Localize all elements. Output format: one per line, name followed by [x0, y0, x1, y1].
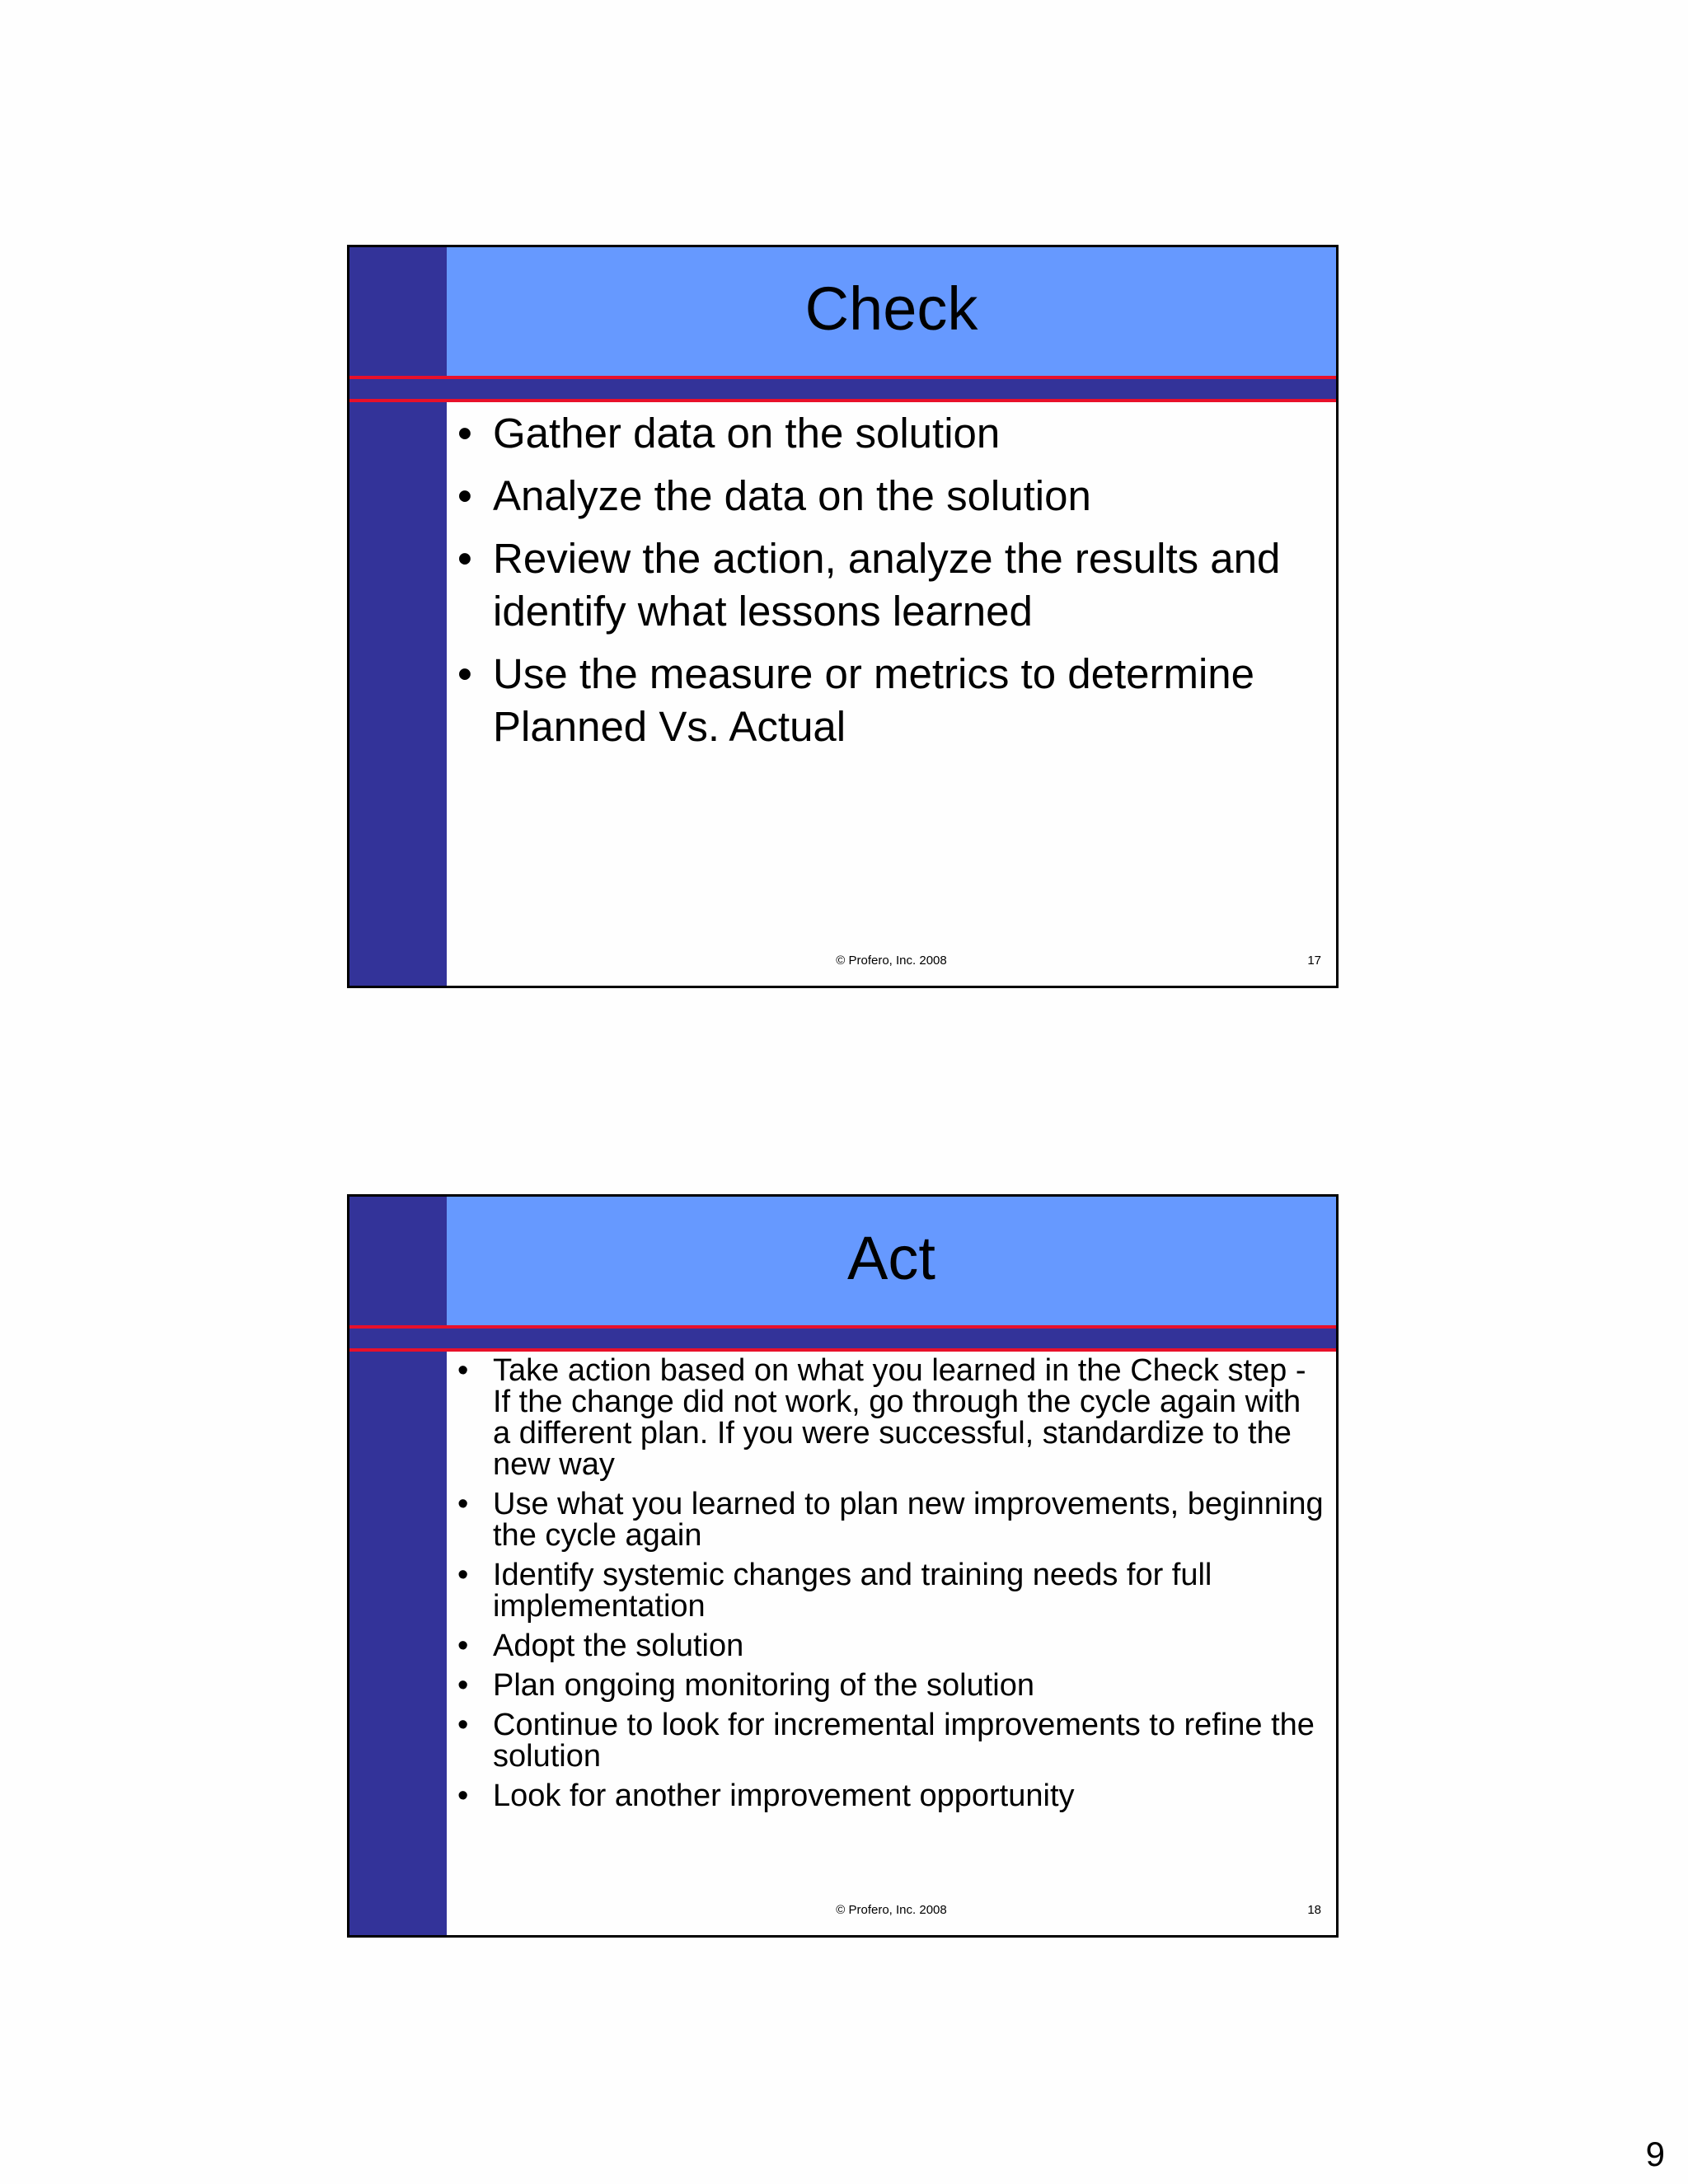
bullet-item: • Gather data on the solution — [447, 407, 1325, 460]
title-divider — [349, 376, 1336, 402]
bullet-item: • Review the action, analyze the results and identify what lessons learned — [447, 532, 1325, 638]
bullet-item: • Analyze the data on the solution — [447, 470, 1325, 523]
bullet-item: • Look for another improvement opportunity — [447, 1780, 1325, 1811]
bullet-item: • Take action based on what you learned in the Check step - If the change did not work, go through the cycle again with a different plan. If you were successful, standardize to the new way — [447, 1355, 1325, 1480]
bullet-item: • Use what you learned to plan new improvements, beginning the cycle again — [447, 1488, 1325, 1551]
slide-title: Check — [804, 274, 978, 343]
bullet-item: • Plan ongoing monitoring of the solution — [447, 1670, 1325, 1701]
slide-sidebar — [349, 247, 447, 986]
bullet-item: • Adopt the solution — [447, 1630, 1325, 1661]
slide-number: 18 — [1307, 1903, 1321, 1917]
title-divider — [349, 1325, 1336, 1352]
bullet-item: • Identify systemic changes and training needs for full implementation — [447, 1559, 1325, 1622]
bullet-item: • Continue to look for incremental improvements to refine the solution — [447, 1709, 1325, 1772]
slide-check — [347, 245, 1339, 988]
slide-footer: © Profero, Inc. 2008 — [836, 954, 947, 968]
slide-sidebar — [349, 1197, 447, 1935]
slide-title: Act — [847, 1224, 935, 1292]
bullet-item: • Use the measure or metrics to determine Planned Vs. Actual — [447, 648, 1325, 753]
slide-act — [347, 1194, 1339, 1938]
page-number: 9 — [1645, 2135, 1665, 2173]
slide-number: 17 — [1307, 954, 1321, 968]
bullet-list — [447, 1355, 1325, 1820]
slide-footer: © Profero, Inc. 2008 — [836, 1903, 947, 1917]
bullet-list — [447, 407, 1325, 763]
